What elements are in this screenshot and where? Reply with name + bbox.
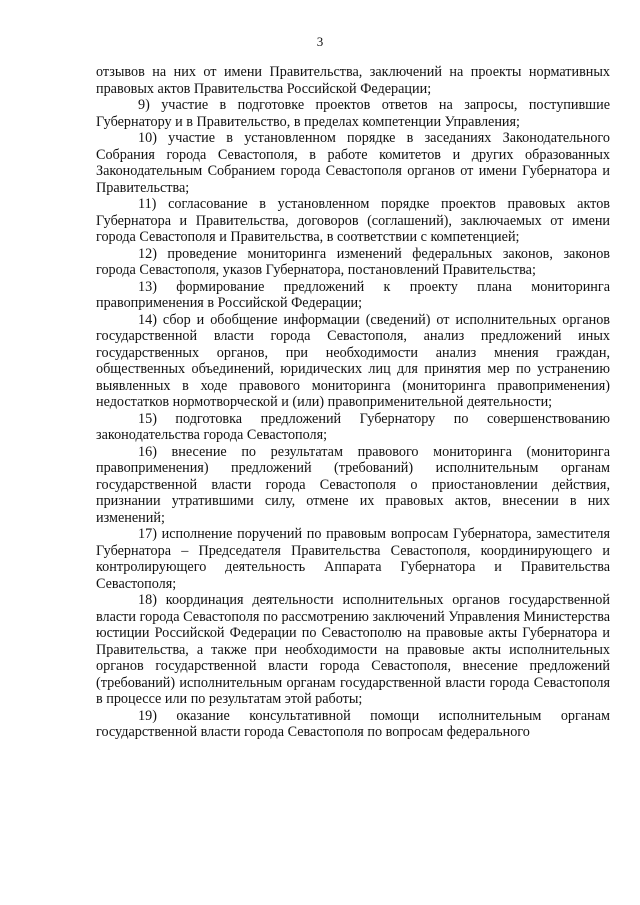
paragraph-item-12: 12) проведение мониторинга изменений федеральных законов, законов города Севастополя, указов Губернатора, постановлений Правительства; bbox=[96, 245, 610, 278]
paragraph-item-9: 9) участие в подготовке проектов ответов на запросы, поступившие Губернатору и в Правительство, в пределах компетенции Управления; bbox=[96, 97, 610, 130]
paragraph-continuation: отзывов на них от имени Правительства, заключений на проекты нормативных правовых актов Правительства Российской Федерации; bbox=[96, 64, 610, 97]
paragraph-item-13: 13) формирование предложений к проекту плана мониторинга правоприменения в Российской Федерации; bbox=[96, 278, 610, 311]
paragraph-item-19: 19) оказание консультативной помощи исполнительным органам государственной власти города Севастополя по вопросам федерального bbox=[96, 707, 610, 740]
paragraph-item-14: 14) сбор и обобщение информации (сведений) от исполнительных органов государственной власти города Севастополя, анализ предложений иных государственных органов, при необходимости анализ мнения граждан, общественных объединений, юридических лиц для принятия мер по устранению выявленных в ходе правового мониторинга (мониторинга правоприменения) недостатков нормотворческой и (или) правоприменительной деятельности; bbox=[96, 311, 610, 410]
paragraph-item-17: 17) исполнение поручений по правовым вопросам Губернатора, заместителя Губернатора – Председателя Правительства Севастополя, координирующего и контролирующего деятельность Аппарата Губернатора и Правительства Севастополя; bbox=[96, 526, 610, 592]
paragraph-item-10: 10) участие в установленном порядке в заседаниях Законодательного Собрания города Севастополя, в работе комитетов и других образованных Законодательным Собранием города Севастополя органов от имени Губернатора и Правительства; bbox=[96, 130, 610, 196]
paragraph-item-16: 16) внесение по результатам правового мониторинга (мониторинга правоприменения) предложений (требований) исполнительным органам государственной власти города Севастополя о приостановлении действия, признании утратившими силу, отмене их правовых актов, внесении в них изменений; bbox=[96, 443, 610, 526]
document-body bbox=[96, 64, 610, 741]
paragraph-item-11: 11) согласование в установленном порядке проектов правовых актов Губернатора и Правительства, договоров (соглашений), заключаемых от имени города Севастополя и Правительства, в соответствии с компетенцией; bbox=[96, 196, 610, 245]
paragraph-item-15: 15) подготовка предложений Губернатору по совершенствованию законодательства города Севастополя; bbox=[96, 410, 610, 443]
paragraph-item-18: 18) координация деятельности исполнительных органов государственной власти города Севастополя по рассмотрению заключений Управления Министерства юстиции Российской Федерации по Севастополю на правовые акты Губернатора и Правительства, а также при необходимости на правовые акты исполнительных органов государственной власти города Севастополя, внесение предложений (требований) исполнительным органам государственной власти города Севастополя в процессе или по результатам этой работы; bbox=[96, 592, 610, 707]
page-number: 3 bbox=[316, 34, 324, 49]
